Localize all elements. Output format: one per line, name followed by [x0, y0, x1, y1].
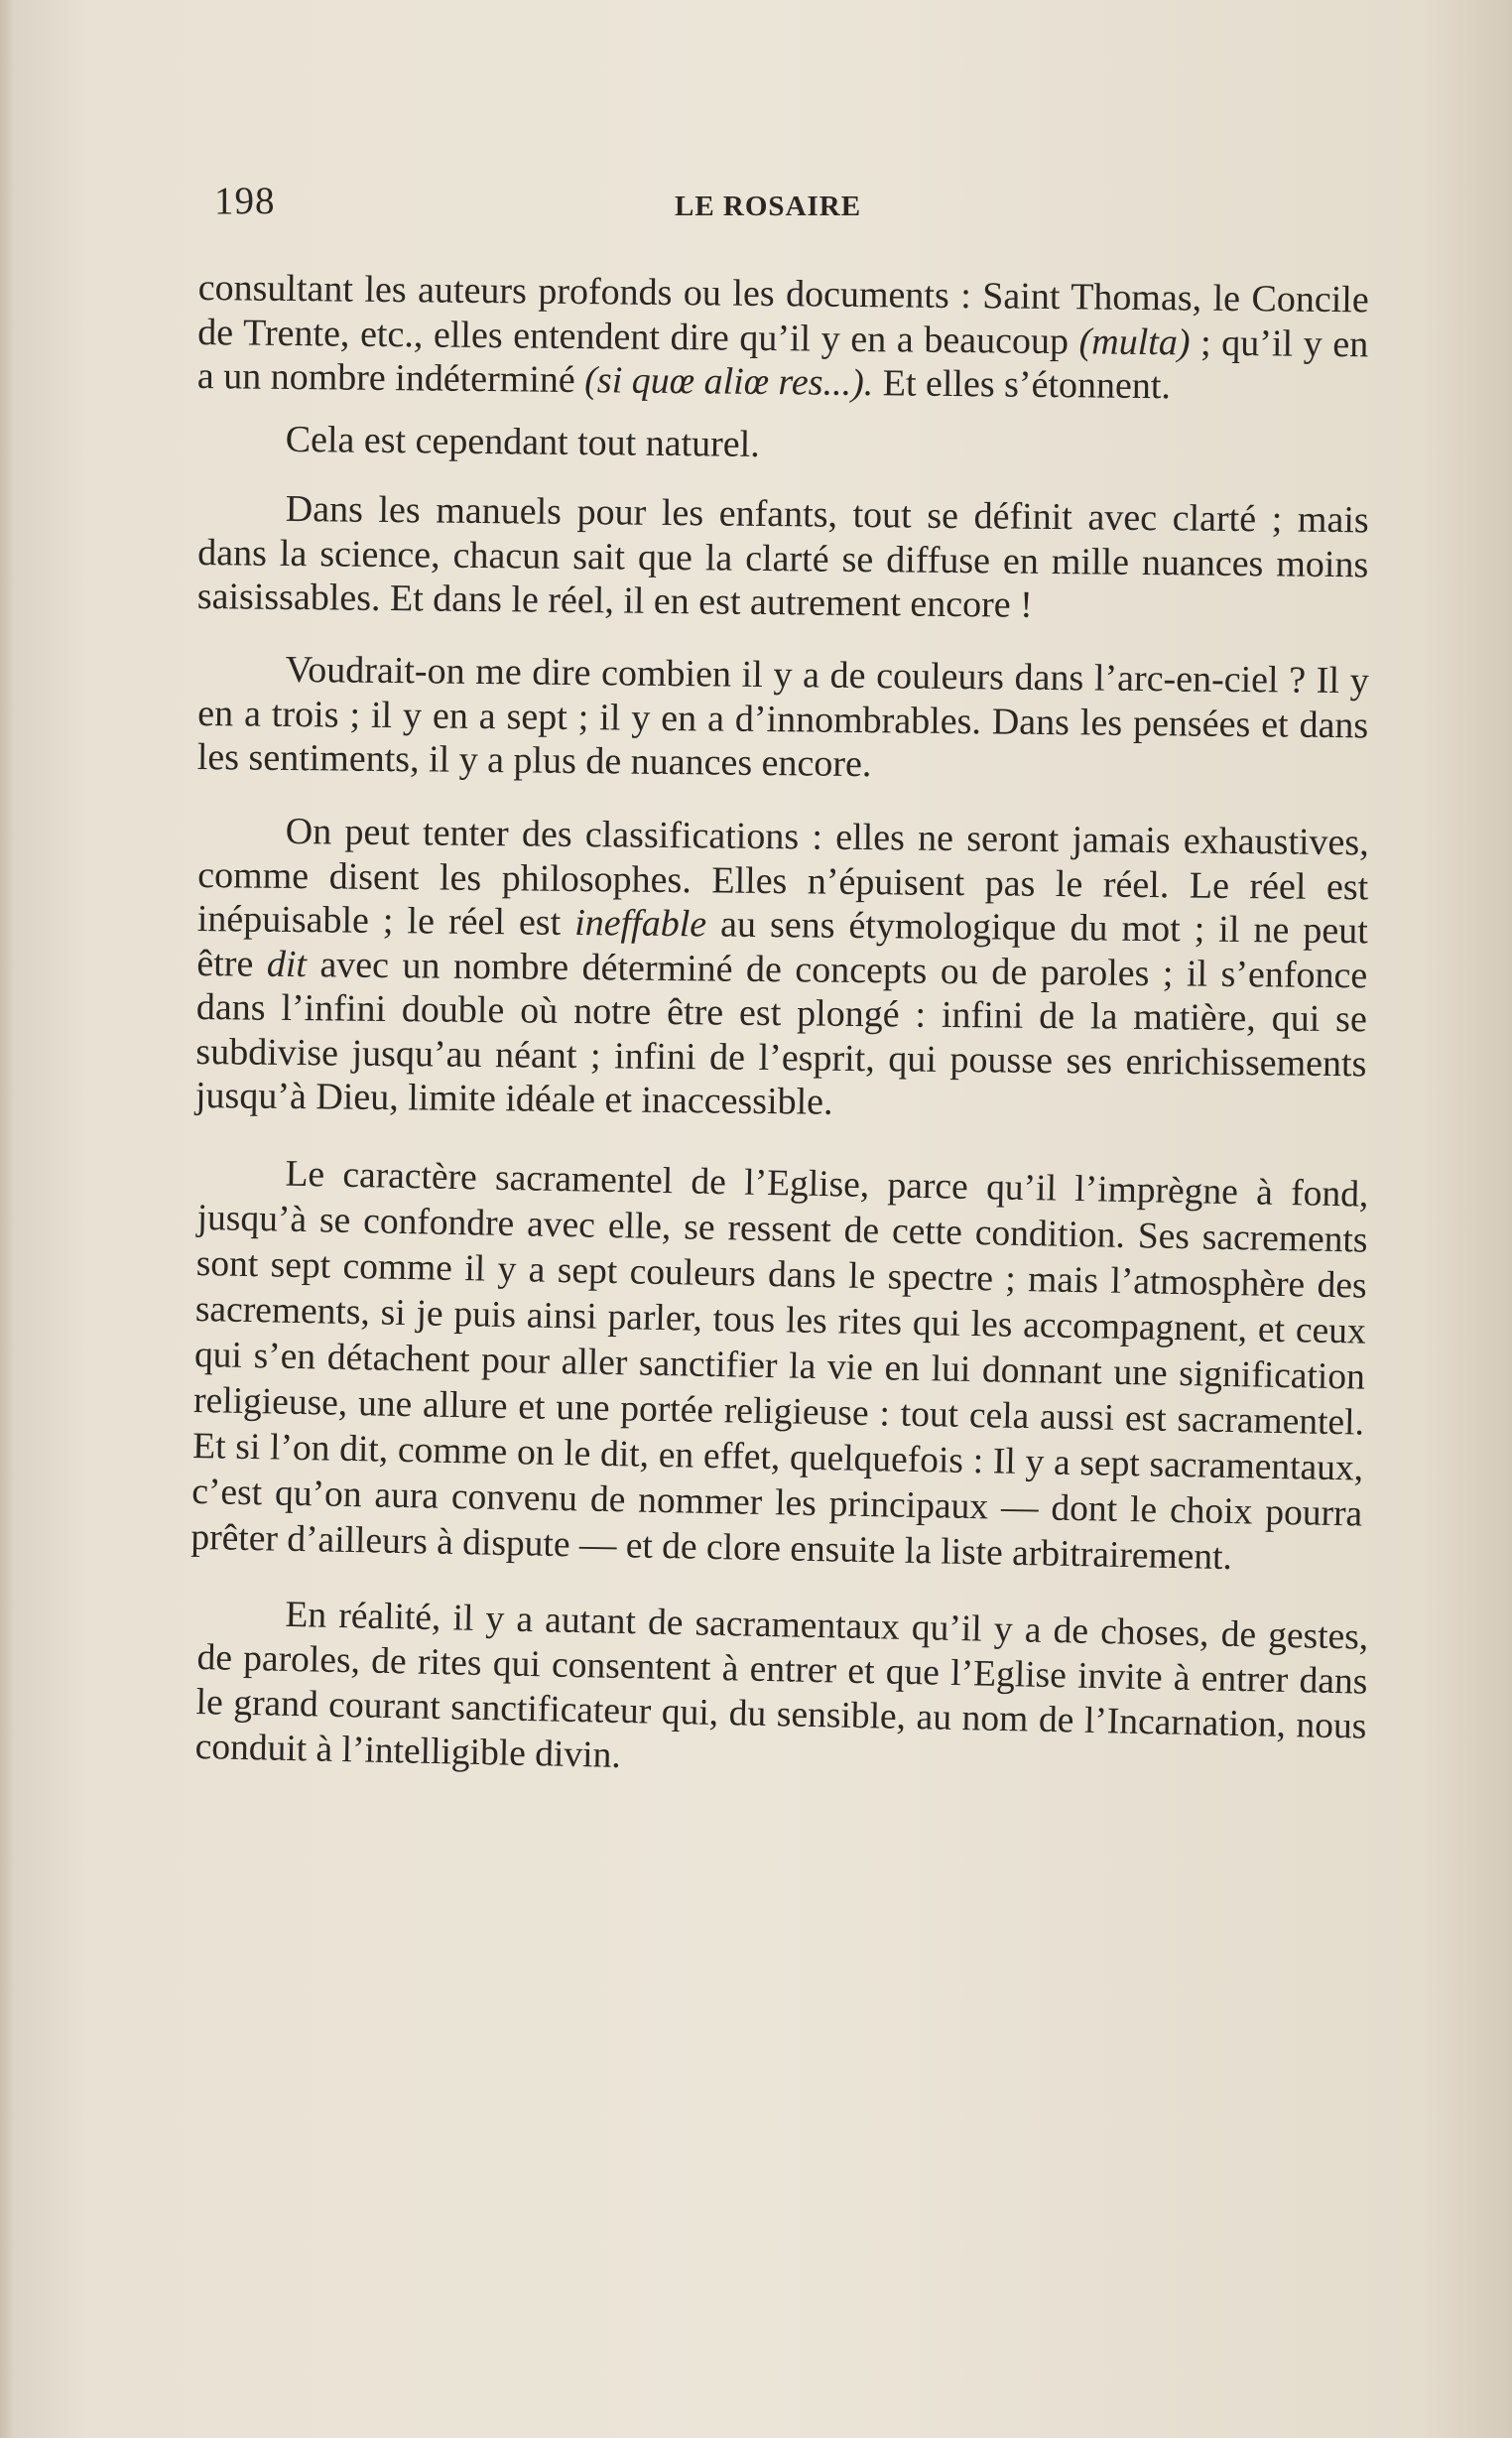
- paragraph: [197, 486, 1369, 631]
- paragraph: [195, 809, 1369, 1130]
- page-number: 198: [214, 180, 276, 222]
- italic-text-segment: (multa): [1078, 320, 1191, 363]
- text-segment: Le caractère sacramentel de l’Eglise, parce qu’il l’imprègne à fond, jusqu’à se confondre avec elle, se ressent de cette condition. Ses sacrements sont sept comme il y a sept couleurs dans le spectre ; mais l’atmosphère des sacrements, si je puis ainsi parler, tous les rites qui les accompagnent, et ceux qui s’en détachent pour aller sanctifier la vie en lui donnant une signification religieuse, une allure et une portée religieuse : tout cela aussi est sacramentel. Et si l’on dit, comme on le dit, en effet, quelquefois : Il y a sept sacramentaux, c’est qu’on aura convenu de nommer les principaux — dont le choix pourra prêter d’ailleurs à dispute — et de clore ensuite la liste arbitrairement.: [190, 1153, 1369, 1578]
- paragraph: [197, 647, 1369, 792]
- text-segment: ; qu’il y en a un nombre indéterminé: [196, 321, 1369, 402]
- paragraph: [190, 1150, 1369, 1584]
- paragraph: [197, 266, 1369, 411]
- text-segment: Dans les manuels pour les enfants, tout se définit avec clarté ; mais dans la science, chacun sait que la clarté se diffuse en mille nuances moins saisissables. Et dans le réel, il en est autrement encore !: [196, 487, 1369, 626]
- text-segment: Voudrait-on me dire combien il y a de couleurs dans l’arc-en-ciel ? Il y en a trois ; il y en a sept ; il y en a d’innombrables. Dans les pensées et dans les sentiments, il y a plus de nuances encore.: [196, 648, 1369, 785]
- italic-text-segment: (si quœ aliœ res...).: [584, 359, 874, 405]
- text-segment: Cela est cependant tout naturel.: [285, 418, 760, 465]
- text-segment: au sens étymologique du mot ; il ne peut être: [196, 903, 1368, 985]
- page-header: [214, 179, 1375, 238]
- text-segment: Et elles s’étonnent.: [873, 362, 1172, 408]
- text-segment: consultant les auteurs profonds ou les documents : Saint Thomas, le Concile de Trente, etc., elles entendent dire qu’il y en a beaucoup: [197, 266, 1369, 362]
- body-text: [190, 266, 1369, 1791]
- italic-text-segment: ineffable: [573, 901, 707, 946]
- italic-text-segment: dit: [266, 943, 308, 985]
- paragraph: [198, 417, 1369, 473]
- page-gutter-shadow: [0, 0, 14, 2438]
- text-segment: On peut tenter des classifications : elles ne seront jamais exhaustives, comme disent les philosophes. Elles n’épuisent pas le réel. Le réel est inépuisable ; le réel est: [196, 810, 1369, 944]
- running-title: LE ROSAIRE: [675, 191, 862, 222]
- paragraph: [194, 1591, 1369, 1794]
- text-segment: avec un nombre déterminé de concepts ou de paroles ; il s’enfonce dans l’infini double où notre être est plongé : infini de la matière, qui se subdivise jusqu’au néant ; infini de l’esprit, qui pousse ses enrichissements jusqu’à Dieu, limite idéale et inaccessible.: [194, 943, 1368, 1123]
- text-segment: En réalité, il y a autant de sacramentaux qu’il y a de choses, de gestes, de paroles, de rites qui consentent à entrer et que l’Eglise invite à entrer dans le grand courant sanctificateur qui, du sensible, au nom de l’Incarnation, nous conduit à l’intelligible divin.: [194, 1594, 1369, 1776]
